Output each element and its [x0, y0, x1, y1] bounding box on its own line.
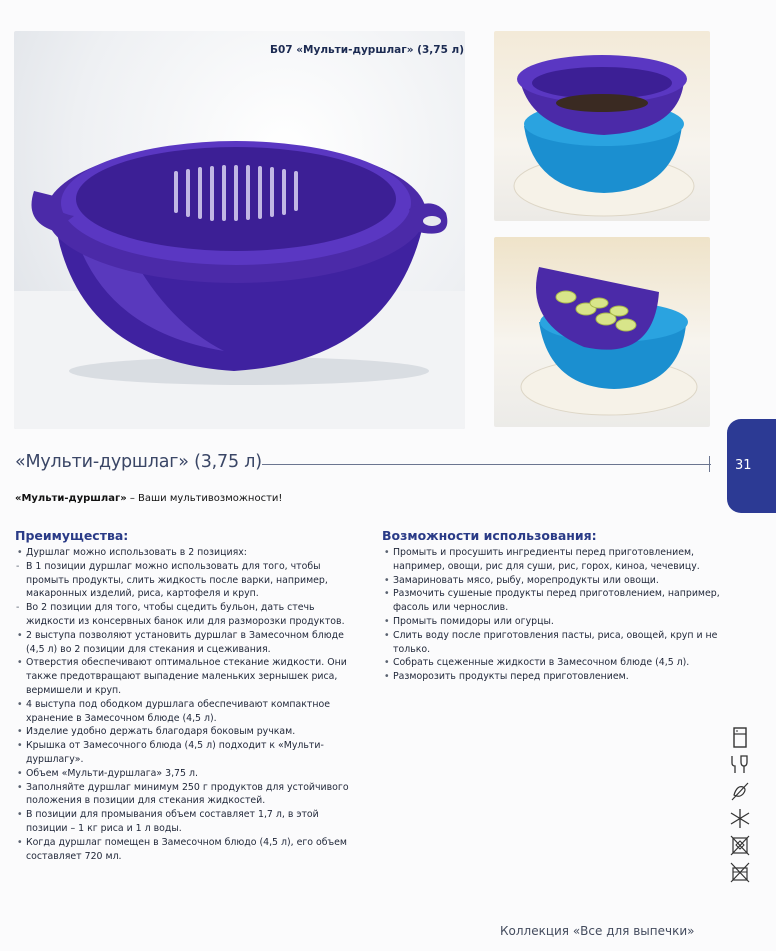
- product-photo-stacked-cucumbers: [494, 237, 710, 427]
- list-item: • 4 выступа под ободком дуршлага обеспечивают компактное хранение в Замесочном блюде (4,5 л).: [15, 698, 360, 726]
- list-item: • Дуршлаг можно использовать в 2 позициях:: [15, 546, 360, 560]
- list-item: • Заполняйте дуршлаг минимум 250 г продуктов для устойчивого положения в позиции для стекания жидкостей.: [15, 781, 360, 809]
- dishwasher-icon: [729, 754, 751, 775]
- list-item: • В позиции для промывания объем составляет 1,7 л, в этой позиции – 1 кг риса и 1 л воды.: [15, 808, 360, 836]
- care-icons: [729, 727, 751, 889]
- advantages-list: [15, 546, 360, 863]
- list-item: • Отверстия обеспечивают оптимальное стекание жидкости. Они также предотвращают выпадение маленьких зернышек риса, вермишели и круп.: [15, 656, 360, 697]
- list-item: • Замариновать мясо, рыбу, морепродукты или овощи.: [382, 574, 720, 588]
- list-item: - В 1 позиции дуршлаг можно использовать для того, чтобы промыть продукты, слить жидкость после варки, например, макаронных изделий, риса, картофеля и круп.: [15, 560, 360, 601]
- list-item: • 2 выступа позволяют установить дуршлаг в Замесочном блюде (4,5 л) во 2 позиции для стекания и сцеживания.: [15, 629, 360, 657]
- title-divider: [262, 464, 711, 465]
- list-item: • Промыть и просушить ингредиенты перед приготовлением, например, овощи, рис для суши, рис, горох, киноа, чечевицу.: [382, 546, 720, 574]
- title-divider-end: [709, 456, 710, 472]
- tagline-product: «Мульти-дуршлаг»: [15, 493, 127, 504]
- uses-list: [382, 546, 720, 684]
- fridge-icon: [729, 727, 751, 748]
- advantages-heading: Преимущества:: [15, 528, 129, 543]
- list-item: • Крышка от Замесочного блюда (4,5 л) подходит к «Мульти-дуршлагу».: [15, 739, 360, 767]
- footer-collection: Коллекция «Все для выпечки»: [500, 924, 695, 938]
- tagline: [15, 493, 282, 504]
- product-photo-stacked-rice: [494, 31, 710, 221]
- microwave-crossed-icon: [729, 781, 751, 802]
- freezer-icon: [729, 808, 751, 829]
- list-item: • Собрать сцеженные жидкости в Замесочном блюде (4,5 л).: [382, 656, 720, 670]
- list-item: • Когда дуршлаг помещен в Замесочном блюдо (4,5 л), его объем составляет 720 мл.: [15, 836, 360, 864]
- list-item: • Объем «Мульти-дуршлага» 3,75 л.: [15, 767, 360, 781]
- section-title: «Мульти-дуршлаг» (3,75 л): [15, 452, 262, 472]
- tagline-text: – Ваши мультивозможности!: [126, 493, 283, 504]
- page-number: 31: [735, 458, 752, 473]
- oven-crossed-icon: [729, 835, 751, 856]
- stove-crossed-icon: [729, 862, 751, 883]
- list-item: • Слить воду после приготовления пасты, риса, овощей, круп и не только.: [382, 629, 720, 657]
- product-code: Б07 «Мульти-дуршлаг» (3,75 л): [270, 44, 465, 56]
- uses-heading: Возможности использования:: [382, 528, 597, 543]
- list-item: • Изделие удобно держать благодаря боковым ручкам.: [15, 725, 360, 739]
- product-photo-main: [14, 31, 465, 429]
- list-item: • Разморозить продукты перед приготовлением.: [382, 670, 720, 684]
- list-item: - Во 2 позиции для того, чтобы сцедить бульон, дать стечь жидкости из консервных банок или для разморозки продуктов.: [15, 601, 360, 629]
- list-item: • Размочить сушеные продукты перед приготовлением, например, фасоль или чернослив.: [382, 587, 720, 615]
- list-item: • Промыть помидоры или огурцы.: [382, 615, 720, 629]
